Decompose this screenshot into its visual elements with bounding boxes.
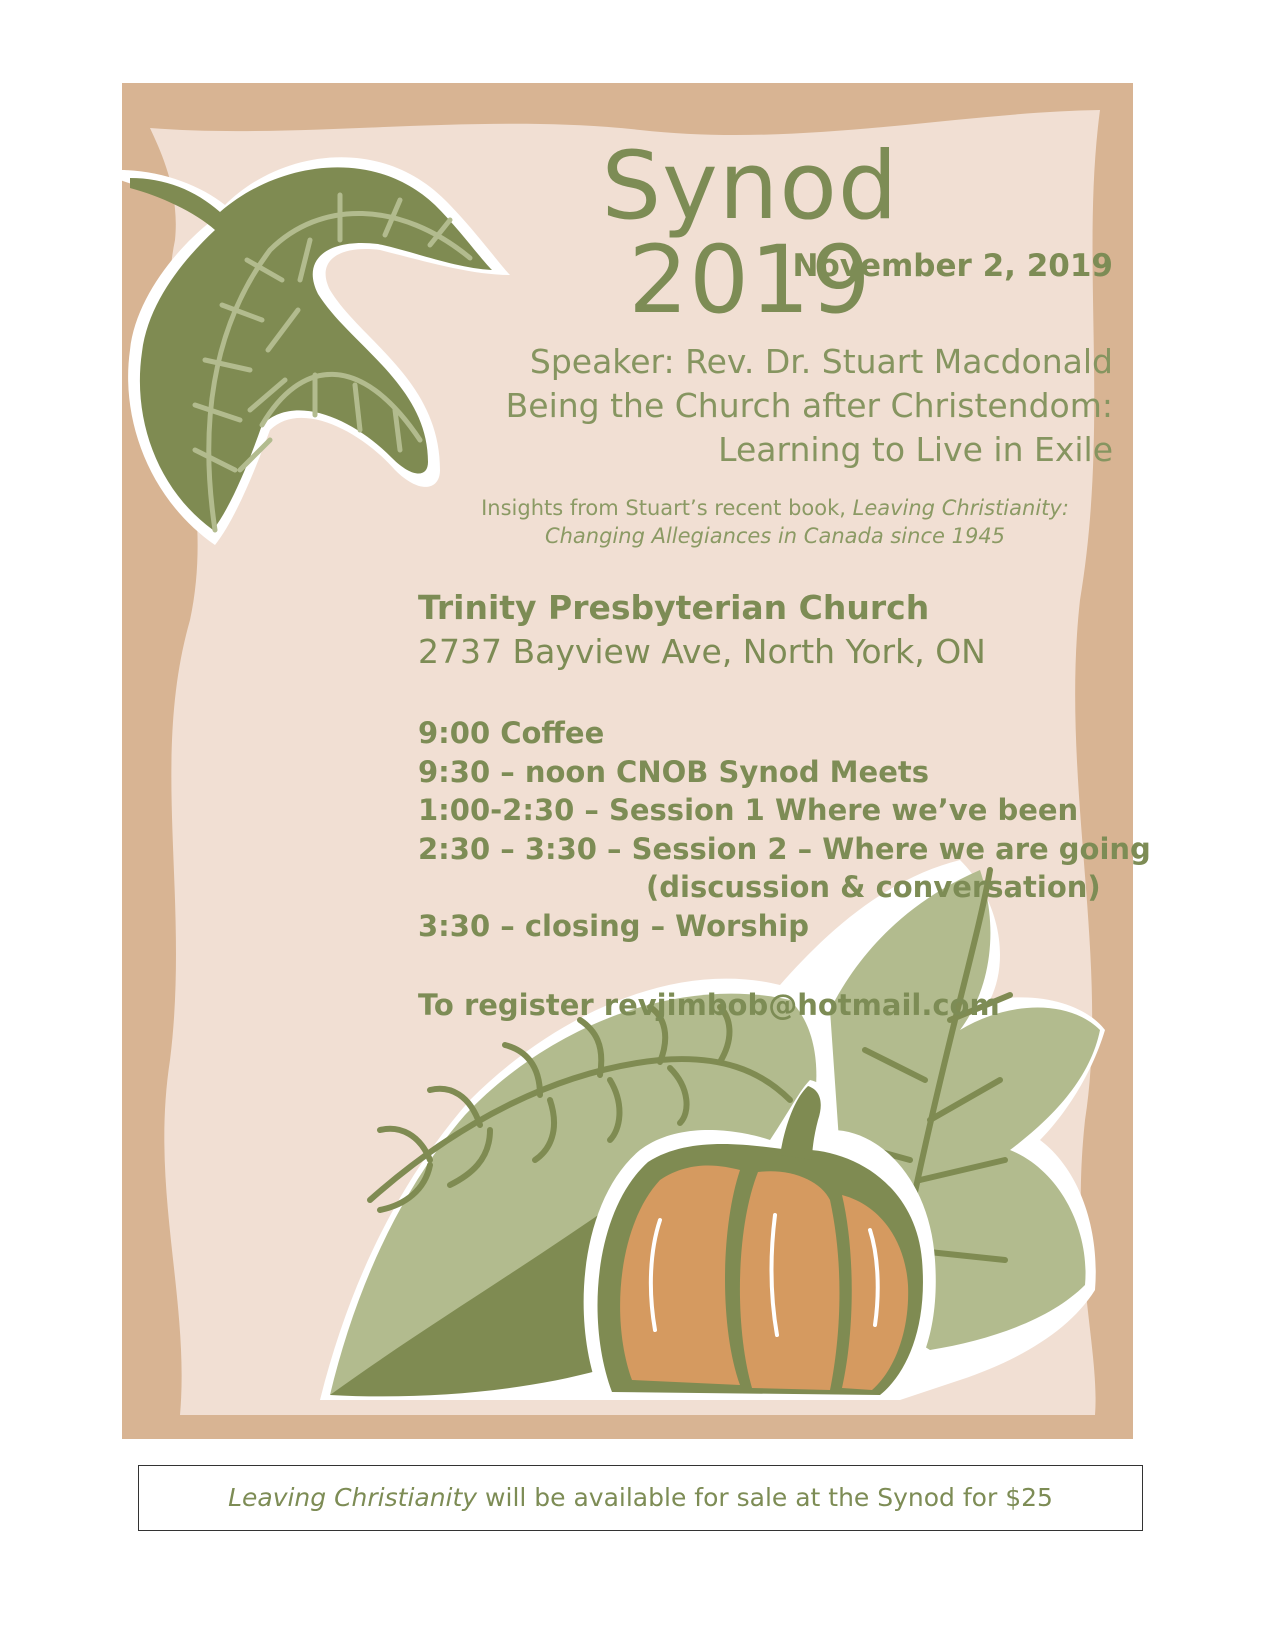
- schedule-item: 1:00-2:30 – Session 1 Where we’ve been: [418, 793, 1079, 827]
- church-address: 2737 Bayview Ave, North York, ON: [418, 632, 986, 671]
- event-date: November 2, 2019: [792, 248, 1113, 284]
- speaker-line: Speaker: Rev. Dr. Stuart Macdonald: [529, 342, 1113, 381]
- footer-sale-text: will be available for sale at the Synod for $25: [477, 1483, 1053, 1512]
- schedule-item: 9:30 – noon CNOB Synod Meets: [418, 754, 929, 789]
- schedule-item: (discussion & conversation): [646, 870, 1101, 904]
- insight-book-title-1: Leaving Christianity:: [852, 496, 1069, 520]
- schedule-item: 2:30 – 3:30 – Session 2 – Where we are going: [418, 831, 1151, 866]
- footer-book-title: Leaving Christianity: [228, 1483, 478, 1512]
- insight-prefix: Insights from Stuart’s recent book,: [481, 496, 853, 520]
- register-info: To register revjimbob@hotmail.com: [418, 988, 1000, 1022]
- poster-title: Synod 2019: [601, 132, 899, 335]
- schedule-item: 3:30 – closing – Worship: [418, 908, 809, 943]
- talk-title-line-1: Being the Church after Christendom:: [505, 386, 1113, 425]
- church-name: Trinity Presbyterian Church: [418, 588, 930, 627]
- footer-sale-box: [138, 1465, 1143, 1531]
- book-insight: [400, 494, 1150, 550]
- schedule-item: 9:00 Coffee: [418, 716, 605, 750]
- insight-book-title-2: Changing Allegiances in Canada since 1945: [544, 524, 1006, 548]
- speaker-block: [506, 340, 1113, 472]
- talk-title-line-2: Learning to Live in Exile: [718, 430, 1113, 469]
- schedule-list: [418, 714, 1151, 945]
